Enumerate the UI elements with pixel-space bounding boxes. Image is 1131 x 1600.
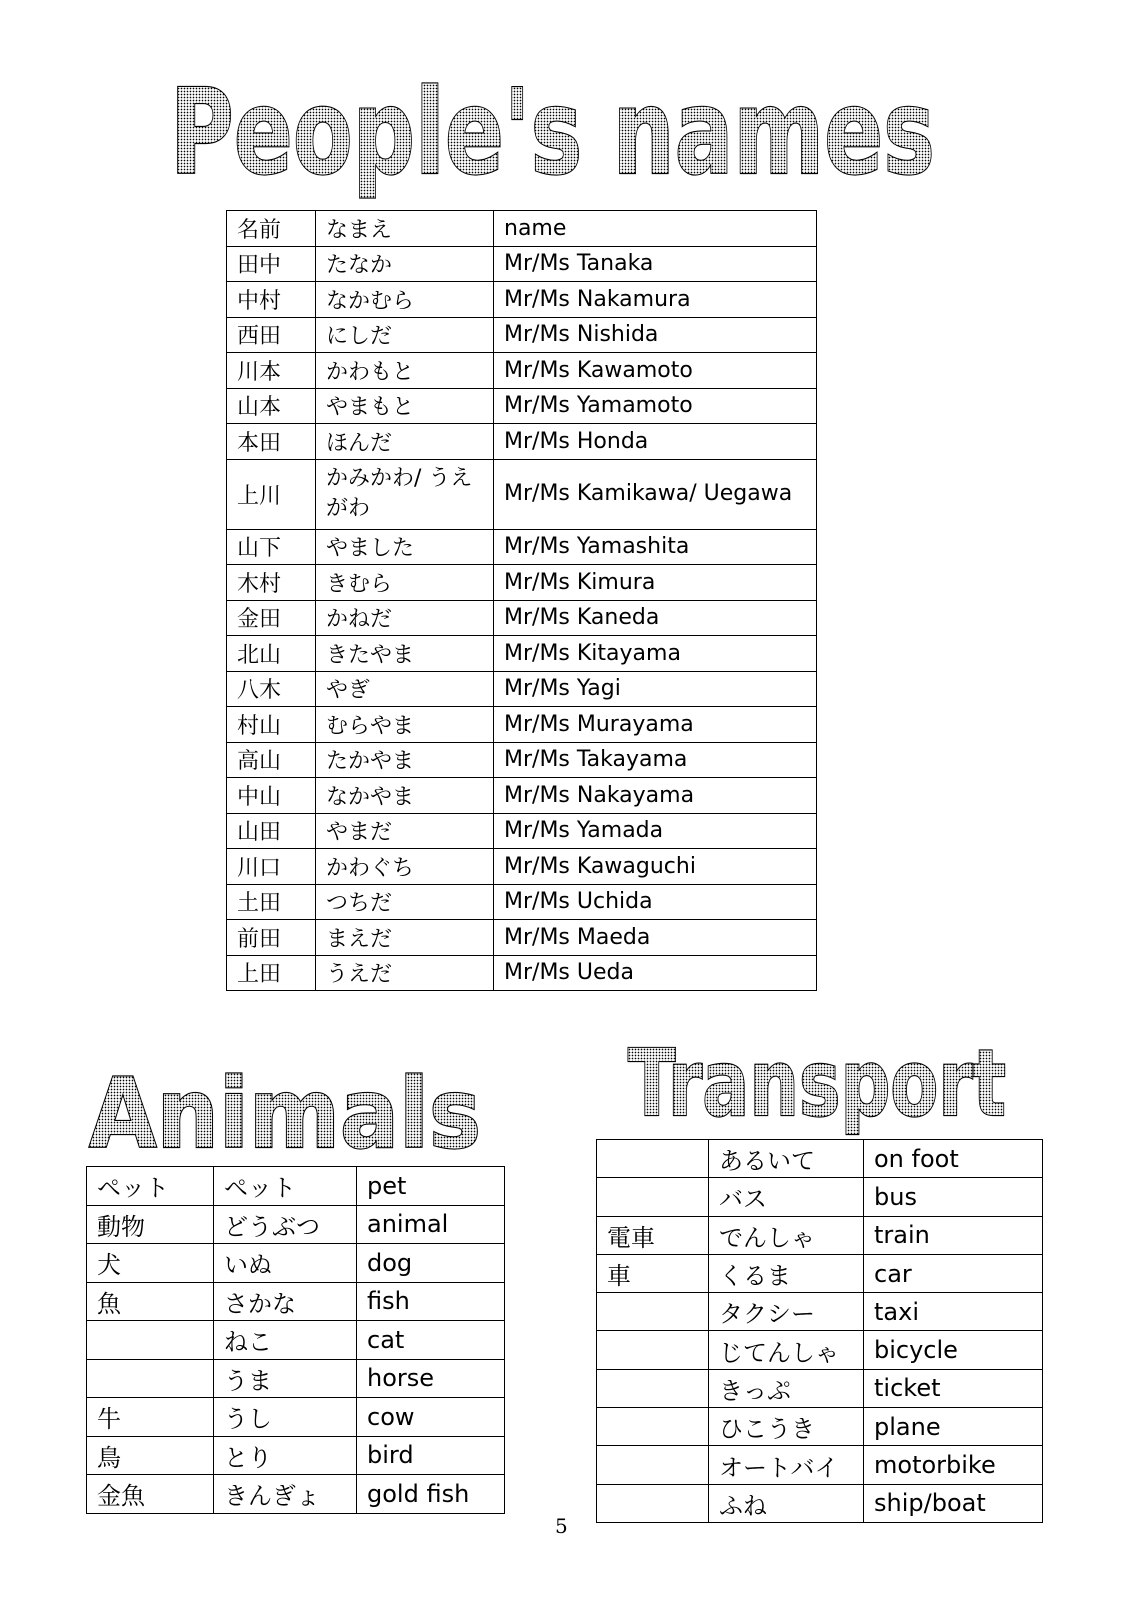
animals-table-cell-english: fish xyxy=(357,1282,505,1321)
names-table-cell-kana: なかやま xyxy=(316,778,494,814)
names-table-row xyxy=(227,317,817,353)
transport-table-cell-kana: きっぷ xyxy=(709,1369,864,1407)
animals-table-cell-english: animal xyxy=(357,1205,505,1244)
transport-table-row xyxy=(597,1254,1043,1292)
animals-table-cell-kana: ペット xyxy=(214,1167,357,1206)
transport-table xyxy=(596,1139,1043,1523)
names-table-cell-kanji: 山田 xyxy=(227,813,316,849)
names-table-cell-kanji: 田中 xyxy=(227,246,316,282)
names-table-cell-kanji: 本田 xyxy=(227,424,316,460)
names-table-cell-kanji: 上田 xyxy=(227,955,316,991)
page-number: 5 xyxy=(555,1514,568,1538)
names-table-cell-english: Mr/Ms Kawaguchi xyxy=(494,849,817,885)
animals-table-cell-kana: とり xyxy=(214,1436,357,1475)
transport-table-row xyxy=(597,1216,1043,1254)
names-table-cell-kanji: 上川 xyxy=(227,459,316,529)
animals-table-cell-kanji xyxy=(87,1359,214,1398)
transport-table-cell-kana: タクシー xyxy=(709,1293,864,1331)
animals-table-row xyxy=(87,1244,505,1283)
names-table-cell-kana: たなか xyxy=(316,246,494,282)
transport-table-cell-kanji xyxy=(597,1408,709,1446)
transport-table-cell-english: taxi xyxy=(864,1293,1043,1331)
names-table-cell-kana: やまもと xyxy=(316,388,494,424)
names-table-row xyxy=(227,955,817,991)
names-table-cell-english: Mr/Ms Tanaka xyxy=(494,246,817,282)
peoples-names-title-text: People's names xyxy=(170,63,935,201)
names-table-row xyxy=(227,849,817,885)
names-table-cell-kana: うえだ xyxy=(316,955,494,991)
transport-table-cell-kanji xyxy=(597,1140,709,1178)
transport-table-cell-kanji xyxy=(597,1293,709,1331)
animals-table-cell-kanji: 魚 xyxy=(87,1282,214,1321)
names-table-cell-english: Mr/Ms Takayama xyxy=(494,742,817,778)
transport-table-cell-kanji xyxy=(597,1446,709,1484)
transport-table-cell-kanji xyxy=(597,1178,709,1216)
peoples-names-table xyxy=(226,210,817,991)
transport-table-cell-kana: くるま xyxy=(709,1254,864,1292)
names-table-cell-english: Mr/Ms Kaneda xyxy=(494,600,817,636)
transport-table-cell-kana: ふね xyxy=(709,1484,864,1522)
names-table-cell-english: Mr/Ms Yamada xyxy=(494,813,817,849)
names-table-cell-kanji: 木村 xyxy=(227,565,316,601)
animals-table-cell-kana: うま xyxy=(214,1359,357,1398)
transport-table-row xyxy=(597,1408,1043,1446)
names-table-cell-kana: やまだ xyxy=(316,813,494,849)
names-table-cell-kana: つちだ xyxy=(316,884,494,920)
transport-table-cell-english: ship/boat xyxy=(864,1484,1043,1522)
names-table-cell-kanji: 北山 xyxy=(227,636,316,672)
names-table-row xyxy=(227,211,817,247)
transport-table-cell-kanji xyxy=(597,1484,709,1522)
names-table-row xyxy=(227,388,817,424)
animals-table-row xyxy=(87,1282,505,1321)
names-table-cell-english: Mr/Ms Honda xyxy=(494,424,817,460)
transport-table-cell-english: ticket xyxy=(864,1369,1043,1407)
names-table-row xyxy=(227,459,817,529)
names-table-cell-english: name xyxy=(494,211,817,247)
names-table-row xyxy=(227,565,817,601)
names-table-cell-kana: かわぐち xyxy=(316,849,494,885)
names-table-cell-kanji: 西田 xyxy=(227,317,316,353)
names-table-cell-kana: たかやま xyxy=(316,742,494,778)
names-table-cell-english: Mr/Ms Nakayama xyxy=(494,778,817,814)
transport-table-row xyxy=(597,1293,1043,1331)
names-table-row xyxy=(227,742,817,778)
transport-table-row xyxy=(597,1331,1043,1369)
transport-table-row xyxy=(597,1140,1043,1178)
animals-table-cell-english: cat xyxy=(357,1321,505,1360)
names-table-cell-kana: ほんだ xyxy=(316,424,494,460)
names-table-cell-english: Mr/Ms Ueda xyxy=(494,955,817,991)
transport-table-cell-english: motorbike xyxy=(864,1446,1043,1484)
names-table-cell-kanji: 名前 xyxy=(227,211,316,247)
animals-table-row xyxy=(87,1167,505,1206)
transport-table-cell-english: car xyxy=(864,1254,1043,1292)
animals-table-cell-english: cow xyxy=(357,1398,505,1437)
names-table-cell-english: Mr/Ms Kawamoto xyxy=(494,353,817,389)
names-table-cell-english: Mr/Ms Kitayama xyxy=(494,636,817,672)
animals-table-cell-kana: さかな xyxy=(214,1282,357,1321)
names-table-row xyxy=(227,424,817,460)
names-table-cell-kanji: 高山 xyxy=(227,742,316,778)
animals-table-cell-kana: うし xyxy=(214,1398,357,1437)
transport-table-row xyxy=(597,1446,1043,1484)
transport-table-cell-kanji xyxy=(597,1369,709,1407)
names-table-cell-english: Mr/Ms Yamashita xyxy=(494,529,817,565)
names-table-row xyxy=(227,920,817,956)
transport-table-cell-kana: ひこうき xyxy=(709,1408,864,1446)
transport-table-cell-kanji xyxy=(597,1331,709,1369)
names-table-cell-english: Mr/Ms Yagi xyxy=(494,671,817,707)
names-table-cell-english: Mr/Ms Nakamura xyxy=(494,282,817,318)
transport-table-row xyxy=(597,1178,1043,1216)
animals-table-cell-english: gold fish xyxy=(357,1475,505,1514)
animals-table-cell-kanji: ペット xyxy=(87,1167,214,1206)
names-table-row xyxy=(227,884,817,920)
names-table-row xyxy=(227,529,817,565)
names-table-row xyxy=(227,353,817,389)
names-table-cell-english: Mr/Ms Kimura xyxy=(494,565,817,601)
transport-title xyxy=(625,1015,1010,1137)
names-table-cell-kanji: 川口 xyxy=(227,849,316,885)
animals-table-cell-kana: どうぶつ xyxy=(214,1205,357,1244)
names-table-cell-kana: かみかわ/ うえがわ xyxy=(316,459,494,529)
animals-table-cell-english: dog xyxy=(357,1244,505,1283)
names-table-cell-kana: やました xyxy=(316,529,494,565)
transport-table-cell-kanji: 電車 xyxy=(597,1216,709,1254)
animals-table-row xyxy=(87,1359,505,1398)
names-table-cell-english: Mr/Ms Nishida xyxy=(494,317,817,353)
animals-table-row xyxy=(87,1398,505,1437)
names-table-row xyxy=(227,778,817,814)
animals-title-text: Animals xyxy=(89,1058,481,1170)
names-table-cell-english: Mr/Ms Yamamoto xyxy=(494,388,817,424)
names-table-cell-kana: きたやま xyxy=(316,636,494,672)
transport-table-row xyxy=(597,1484,1043,1522)
names-table-row xyxy=(227,282,817,318)
animals-table-cell-english: bird xyxy=(357,1436,505,1475)
animals-table-cell-kanji xyxy=(87,1321,214,1360)
names-table-row xyxy=(227,600,817,636)
names-table-cell-english: Mr/Ms Kamikawa/ Uegawa xyxy=(494,459,817,529)
animals-table-row xyxy=(87,1321,505,1360)
transport-table-cell-english: bicycle xyxy=(864,1331,1043,1369)
names-table-cell-kanji: 金田 xyxy=(227,600,316,636)
names-table-row xyxy=(227,246,817,282)
names-table-cell-kana: かわもと xyxy=(316,353,494,389)
peoples-names-title xyxy=(165,48,945,201)
names-table-cell-english: Mr/Ms Uchida xyxy=(494,884,817,920)
names-table-cell-kanji: 山本 xyxy=(227,388,316,424)
names-table-cell-kanji: 八木 xyxy=(227,671,316,707)
animals-table-row xyxy=(87,1436,505,1475)
transport-table-cell-english: on foot xyxy=(864,1140,1043,1178)
names-table-row xyxy=(227,636,817,672)
names-table-cell-kanji: 土田 xyxy=(227,884,316,920)
transport-table-cell-english: bus xyxy=(864,1178,1043,1216)
animals-table-cell-kanji: 金魚 xyxy=(87,1475,214,1514)
animals-table-cell-kanji: 動物 xyxy=(87,1205,214,1244)
animals-table-cell-kana: いぬ xyxy=(214,1244,357,1283)
names-table-cell-kana: なまえ xyxy=(316,211,494,247)
animals-table-row xyxy=(87,1205,505,1244)
animals-title xyxy=(86,1043,486,1170)
names-table-cell-kanji: 中山 xyxy=(227,778,316,814)
animals-table-cell-kanji: 牛 xyxy=(87,1398,214,1437)
names-table-row xyxy=(227,707,817,743)
names-table-cell-kana: なかむら xyxy=(316,282,494,318)
names-table-cell-kana: むらやま xyxy=(316,707,494,743)
names-table-row xyxy=(227,671,817,707)
transport-table-cell-kana: バス xyxy=(709,1178,864,1216)
animals-table-cell-kanji: 鳥 xyxy=(87,1436,214,1475)
animals-table-cell-english: horse xyxy=(357,1359,505,1398)
names-table-cell-kana: にしだ xyxy=(316,317,494,353)
transport-table-cell-kana: あるいて xyxy=(709,1140,864,1178)
animals-table-cell-kana: きんぎょ xyxy=(214,1475,357,1514)
names-table-cell-kanji: 山下 xyxy=(227,529,316,565)
animals-table-cell-kana: ねこ xyxy=(214,1321,357,1360)
transport-table-cell-kana: オートバイ xyxy=(709,1446,864,1484)
transport-table-cell-kanji: 車 xyxy=(597,1254,709,1292)
transport-table-cell-english: train xyxy=(864,1216,1043,1254)
transport-table-cell-kana: じてんしゃ xyxy=(709,1331,864,1369)
animals-table-cell-english: pet xyxy=(357,1167,505,1206)
names-table-cell-kanji: 前田 xyxy=(227,920,316,956)
names-table-cell-kanji: 川本 xyxy=(227,353,316,389)
transport-table-row xyxy=(597,1369,1043,1407)
transport-title-text: Transport xyxy=(628,1030,1006,1137)
names-table-cell-kana: かねだ xyxy=(316,600,494,636)
transport-table-cell-english: plane xyxy=(864,1408,1043,1446)
names-table-cell-kana: まえだ xyxy=(316,920,494,956)
transport-table-cell-kana: でんしゃ xyxy=(709,1216,864,1254)
names-table-cell-kana: やぎ xyxy=(316,671,494,707)
names-table-cell-kanji: 村山 xyxy=(227,707,316,743)
names-table-cell-english: Mr/Ms Murayama xyxy=(494,707,817,743)
names-table-row xyxy=(227,813,817,849)
animals-table-cell-kanji: 犬 xyxy=(87,1244,214,1283)
names-table-cell-kana: きむら xyxy=(316,565,494,601)
names-table-cell-kanji: 中村 xyxy=(227,282,316,318)
animals-table xyxy=(86,1166,505,1514)
animals-table-row xyxy=(87,1475,505,1514)
names-table-cell-english: Mr/Ms Maeda xyxy=(494,920,817,956)
